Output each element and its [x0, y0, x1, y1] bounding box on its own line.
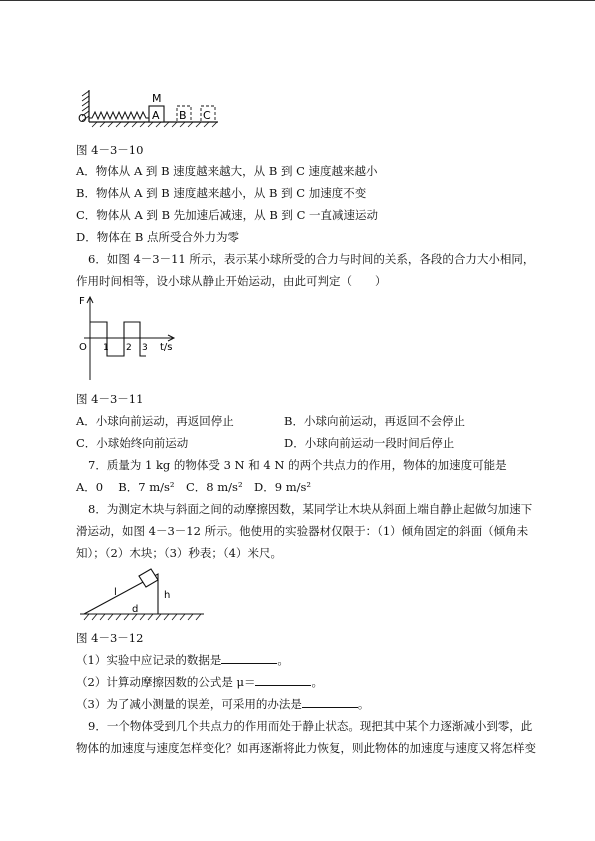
q8-sub3-end: 。: [357, 697, 370, 711]
q8-sub2: [76, 675, 323, 689]
q7-options: A．0 B．7 m/s² C．8 m/s² D．9 m/s²: [76, 480, 312, 494]
spring-shape: [89, 112, 149, 119]
q6-text-line1: 6．如图 4－3－11 所示，表示某小球所受的合力与时间的关系，各段的合力大小相同，: [88, 252, 535, 266]
q8-sub3-text: （3）为了减小测量的误差，可采用的办法是: [76, 697, 302, 711]
label-o-fig11: O: [79, 342, 87, 353]
label-l: l: [114, 587, 117, 598]
label-h: h: [164, 590, 171, 601]
q8-sub3: [76, 697, 369, 711]
q6-option-d: D．小球向前运动一段时间后停止: [284, 436, 455, 450]
figure-spring-block: [78, 88, 228, 130]
page-top-border: [0, 0, 595, 1]
q9-text-line1: 9．一个物体受到几个共点力的作用而处于静止状态。现把其中某个力逐渐减小到零，此: [88, 719, 533, 733]
label-m: M: [152, 92, 162, 105]
label-d: d: [132, 604, 139, 615]
q8-sub2-text: （2）计算动摩擦因数的公式是 μ＝: [76, 675, 256, 689]
q5-option-a: A．物体从 A 到 B 速度越来越大，从 B 到 C 速度越来越小: [76, 164, 378, 178]
q8-text-line1: 8．为测定木块与斜面之间的动摩擦因数，某同学让木块从斜面上端自静止起做匀加速下: [88, 502, 533, 516]
caption-fig-4-3-10: 图 4－3－10: [76, 143, 144, 157]
q8-text-line2: 滑运动，如图 4－3－12 所示。他使用的实验器材仅限于：（1）倾角固定的斜面（倾角未: [76, 524, 529, 538]
label-b: B: [179, 109, 187, 122]
q8-sub1-end: 。: [277, 653, 289, 667]
q8-sub1: [76, 653, 289, 667]
q8-sub2-end: 。: [311, 675, 323, 689]
tick-2: 2: [126, 343, 132, 353]
label-t: t/s: [160, 342, 173, 353]
q8-sub1-text: （1）实验中应记录的数据是: [76, 653, 222, 667]
answer-blank-1[interactable]: [221, 653, 277, 664]
caption-fig-4-3-11: 图 4－3－11: [76, 392, 144, 406]
q5-option-d: D．物体在 B 点所受合外力为零: [76, 230, 239, 244]
label-o-fig10: O: [78, 112, 87, 125]
q9-text-line2: 物体的加速度与速度怎样变化？如再逐渐将此力恢复，则此物体的加速度与速度又将怎样变: [76, 741, 536, 755]
tick-1: 1: [103, 343, 109, 353]
q5-option-b: B．物体从 A 到 B 速度越来越小，从 B 到 C 加速度不变: [76, 186, 367, 200]
q6-option-c: C．小球始终向前运动: [76, 436, 189, 450]
force-square-wave: [90, 322, 146, 356]
figure-incline: [76, 560, 206, 626]
tick-3: 3: [142, 343, 148, 353]
q6-text-line2: 作用时间相等，设小球从静止开始运动，由此可判定（ ）: [76, 274, 387, 288]
q6-option-a: A．小球向前运动，再返回停止: [76, 414, 234, 428]
label-c: C: [203, 109, 211, 122]
wooden-block: [139, 569, 158, 587]
q7-text-line1: 7．质量为 1 kg 的物体受 3 N 和 4 N 的两个共点力的作用，物体的加速度可能是: [88, 458, 507, 472]
label-f: F: [79, 296, 85, 307]
q6-option-b: B．小球向前运动，再返回不会停止: [284, 414, 465, 428]
q8-text-line3: 知）；（2）木块；（3）秒表；（4）米尺。: [76, 546, 282, 560]
label-a: A: [152, 109, 160, 122]
figure-force-time-graph: [76, 292, 186, 384]
caption-fig-4-3-12: 图 4－3－12: [76, 631, 144, 645]
answer-blank-3[interactable]: [302, 697, 358, 708]
q5-option-c: C．物体从 A 到 B 先加速后减速，从 B 到 C 一直减速运动: [76, 208, 379, 222]
answer-blank-2[interactable]: [255, 675, 311, 686]
